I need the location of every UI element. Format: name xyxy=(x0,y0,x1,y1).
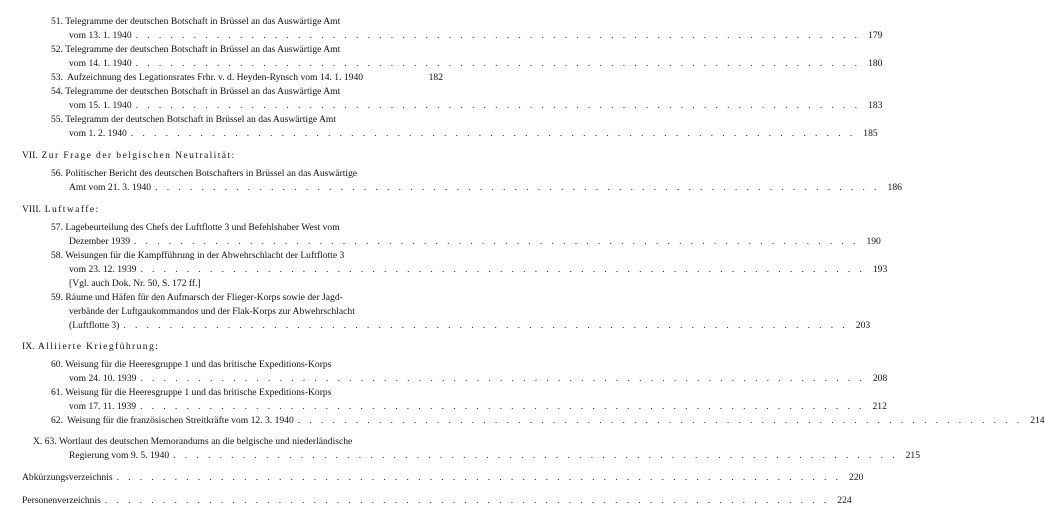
leader-dots: . . . . . . . . . . . . . . . . . . . . . . . . . . . . . . . . . . . . . . . . . . . . . . . . . . . . . . . . . . . . . . . xyxy=(130,128,856,139)
entry-51-line1 xyxy=(51,15,340,29)
leader-dots: . . . . . . . . . . . . . . . . . . . . . . . . . . . . . . . . . . . . . . . . . . . . . . . . . . . . . . . . . . . . . . . xyxy=(297,415,1023,426)
entry-number: 58. xyxy=(51,250,63,261)
section-number: X. xyxy=(33,436,43,447)
section-heading-ix xyxy=(22,340,159,354)
page-number: 220 xyxy=(849,472,864,483)
entry-61-line1 xyxy=(51,386,331,400)
leader-dots: . . . . . . . . . . . . . . . . . . . . . . . . . . . . . . . . . . . . . . . . . . . . . . . . . . . . . . . . . . . . . . . xyxy=(135,30,861,41)
entry-text: vom 1. 2. 1940 xyxy=(69,128,127,139)
entry-55-line1 xyxy=(51,113,336,127)
entry-57-line2[interactable] xyxy=(69,235,881,249)
page-number: 183 xyxy=(868,100,883,111)
page-number: 182 xyxy=(428,72,443,83)
page-number: 180 xyxy=(868,58,883,69)
page-number: 179 xyxy=(868,30,883,41)
page-number: 186 xyxy=(887,182,902,193)
entry-text: verbände der Luftgaukommandos und der Flak-Korps zur Abwehrschlacht xyxy=(69,306,355,317)
entry-text: Telegramme der deutschen Botschaft in Brüssel an das Auswärtige Amt xyxy=(65,16,341,27)
leader-dots: . . . . . . . . . . . . . . . . . . . . . . . . . . . . . . . . . . . . . . . . . . . . . . . . . . . . . . . . . . . . . . . xyxy=(173,450,899,461)
persons-index-entry[interactable] xyxy=(22,494,852,508)
leader-dots: . . . . . . . . . . . . . . . . . . . . . . . . . . . . . . . . . . . . . . . . . . . . . . . . . . . . . . . . . . . . . . . xyxy=(135,58,861,69)
entry-text: vom 15. 1. 1940 xyxy=(69,100,132,111)
entry-59-line2 xyxy=(69,305,355,319)
entry-text: Telegramm der deutschen Botschaft in Brüssel an das Auswärtige Amt xyxy=(65,114,337,125)
section-title: Luftwaffe: xyxy=(44,204,100,215)
entry-61-line2[interactable] xyxy=(69,400,887,414)
entry-text: Lagebeurteilung des Chefs der Luftflotte 3 und Befehlshaber West vom xyxy=(65,222,340,233)
entry-59-line1 xyxy=(51,291,343,305)
entry-text: Abkürzungsverzeichnis xyxy=(22,472,113,483)
entry-text: Weisung für die französischen Streitkräfte vom 12. 3. 1940 xyxy=(67,415,294,426)
page-number: 190 xyxy=(866,236,881,247)
entry-text: Weisung für die Heeresgruppe 1 und das britische Expeditions-Korps xyxy=(65,387,332,398)
entry-text: vom 13. 1. 1940 xyxy=(69,30,132,41)
entry-text: Wortlaut des deutschen Memorandums an die belgische und niederländische xyxy=(58,436,353,447)
entry-text: Regierung vom 9. 5. 1940 xyxy=(69,450,170,461)
entry-text: Weisung für die Heeresgruppe 1 und das britische Expeditions-Korps xyxy=(65,359,332,370)
entry-number: 63. xyxy=(44,436,57,447)
page-number: 193 xyxy=(872,264,888,275)
entry-54-line2[interactable] xyxy=(69,99,883,113)
entry-number: 51. xyxy=(51,16,63,27)
entry-text: (Luftflotte 3) xyxy=(69,320,120,331)
entry-number: 55. xyxy=(51,114,63,125)
leader-dots: . . . . . . . . . . . . . . . . . . . . . . . . . . . . . . . . . . . . . . . . . . . . . . . . . . . . . . . . . . . . . . . xyxy=(116,472,842,483)
page-number: 224 xyxy=(837,495,852,506)
entry-56-line2[interactable] xyxy=(69,181,902,195)
entry-54-line1 xyxy=(51,85,340,99)
entry-text: Aufzeichnung des Legationsrates Frhr. v. d. Heyden-Rynsch vom 14. 1. 1940 xyxy=(67,72,364,83)
abbreviations-entry[interactable] xyxy=(22,471,864,485)
entry-text: Telegramme der deutschen Botschaft in Brüssel an das Auswärtige Amt xyxy=(65,86,341,97)
section-title: Zur Frage der belgischen Neutralität: xyxy=(41,150,236,161)
leader-dots: . . . . . . . . . . . . . . . . . . . . . . . . . . . . . . . . . . . . . . . . . . . . . . . . . . . . . . . . . . . . . . . xyxy=(135,100,861,111)
entry-text: vom 24. 10. 1939 xyxy=(69,373,137,384)
entry-number: 52. xyxy=(51,44,63,55)
entry-number: 53. xyxy=(51,72,63,83)
entry-62-line1[interactable] xyxy=(51,414,1045,428)
entry-text: Räume und Häfen für den Aufmarsch der Flieger-Korps sowie der Jagd- xyxy=(65,292,343,303)
entry-text: Weisungen für die Kampfführung in der Abwehrschlacht der Luftflotte 3 xyxy=(65,250,345,261)
entry-58-line3 xyxy=(69,277,201,291)
entry-59-line3[interactable] xyxy=(69,319,871,333)
entry-57-line1 xyxy=(51,221,340,235)
entry-58-line2[interactable] xyxy=(69,263,888,277)
entry-56-line1 xyxy=(51,167,357,181)
leader-dots: . . . . . . . . . . . . . . . . . . . . . . . . . . . . . . . . . . . . . . . . . . . . . . . . . . . . . . . . . . . . . . . xyxy=(134,236,859,247)
entry-55-line2[interactable] xyxy=(69,127,878,141)
page-number: 214 xyxy=(1030,415,1045,426)
entry-number: 60. xyxy=(51,359,63,370)
page-number: 215 xyxy=(905,450,921,461)
leader-dots: . . . . . . . . . . . . . . . . . . . . . . . . . . . . . . . . . . . . . . . . . . . . . . . . . . . . . . . . . . . . . . . xyxy=(155,182,880,193)
entry-63-line2[interactable] xyxy=(69,449,921,463)
leader-dots: . . . . . . . . . . . . . . . . . . . . . . . . . . . . . . . . . . . . . . . . . . . . . . . . . . . . . . . . . . . . . . . xyxy=(104,495,830,506)
entry-53-line1[interactable] xyxy=(51,71,443,85)
entry-number: 62. xyxy=(51,415,63,426)
leader-dots: . . . . . . . . . . . . . . . . . . . . . . . . . . . . . . . . . . . . . . . . . . . . . . . . . . . . . . . . . . . . . . . xyxy=(140,264,866,275)
entry-number: 59. xyxy=(51,292,63,303)
entry-text: Politischer Bericht des deutschen Botschafters in Brüssel an das Auswärtige xyxy=(65,168,358,179)
entry-52-line1 xyxy=(51,43,340,57)
entry-58-line1 xyxy=(51,249,344,263)
page-number: 203 xyxy=(855,320,871,331)
entry-text: vom 23. 12. 1939 xyxy=(69,264,137,275)
section-heading-viii xyxy=(22,203,100,217)
section-number: VII. xyxy=(22,150,38,161)
entry-51-line2[interactable] xyxy=(69,29,883,43)
entry-text: Amt vom 21. 3. 1940 xyxy=(69,182,152,193)
section-number: VIII. xyxy=(22,204,41,215)
leader-dots: . . . . . . . . . . . . . . . . . . . . . . . . . . . . . . . . . . . . . . . . . . . . . . . . . . . . . . . . . . . . . . . xyxy=(140,401,865,412)
entry-number: 56. xyxy=(51,168,63,179)
entry-text: Dezember 1939 xyxy=(69,236,131,247)
section-heading-vii xyxy=(22,149,236,163)
leader-dots: . . . . . . . . . . . . . . . . . . . . . . . . . . . . . . . . . . . . . . . . . . . . . . . . . . . . . . . . . . . . . . . xyxy=(140,373,866,384)
section-title: Alliierte Kriegführung: xyxy=(37,341,160,352)
entry-number: 61. xyxy=(51,387,63,398)
entry-text: vom 17. 11. 1939 xyxy=(69,401,137,412)
entry-60-line2[interactable] xyxy=(69,372,888,386)
entry-60-line1 xyxy=(51,358,331,372)
page-number: 185 xyxy=(863,128,878,139)
entry-63-line1 xyxy=(33,435,352,449)
entry-52-line2[interactable] xyxy=(69,57,883,71)
page-number: 212 xyxy=(872,401,887,412)
entry-number: 54. xyxy=(51,86,63,97)
page-number: 208 xyxy=(872,373,888,384)
entry-text: vom 14. 1. 1940 xyxy=(69,58,132,69)
entry-number: 57. xyxy=(51,222,63,233)
section-number: IX. xyxy=(22,341,35,352)
leader-dots: . . . . . . . . . . . . . . . . . . . . . . . . . . . . . . . . . . . . . . . . . . . . . . . . . . . . . . . . . . . . . . . xyxy=(123,320,849,331)
entry-text: Personenverzeichnis xyxy=(22,495,101,506)
entry-text: Telegramme der deutschen Botschaft in Brüssel an das Auswärtige Amt xyxy=(65,44,341,55)
entry-text: [Vgl. auch Dok. Nr. 50, S. 172 ff.] xyxy=(69,278,201,289)
